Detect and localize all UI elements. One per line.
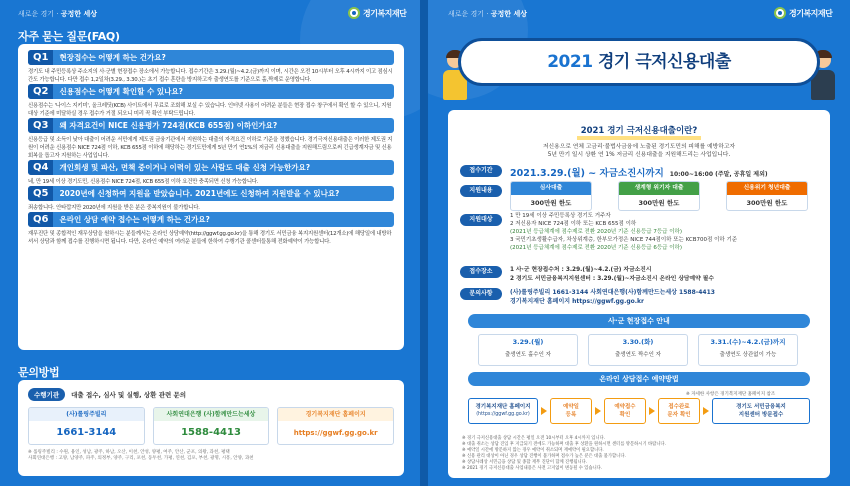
faq-question[interactable]: Q6 온라인 상담 예약 접수는 어떻게 하는 건가요? <box>28 212 394 227</box>
faq-panel <box>0 0 420 486</box>
faq-item <box>28 186 394 212</box>
slogan: 새로운 경기 · 공정한 세상 <box>448 10 527 18</box>
page-title: 2021 경기 극저신용대출 <box>547 52 731 72</box>
agency-pill: 수행기관 <box>28 388 65 401</box>
loan-info-panel <box>428 0 850 486</box>
visit-day-card: 3.29.(월) 출생연도 홀수인 자 <box>478 334 578 366</box>
faq-item <box>28 84 394 118</box>
faq-item <box>28 118 394 160</box>
arrow-icon <box>541 407 547 415</box>
faq-question[interactable]: Q2 신용점수는 어떻게 확인할 수 있나요? <box>28 84 394 99</box>
faq-answer: 경기도 내 주민등록상 주소지의 사·군별 현장접수 장소에서 가능합니다. 접수기간은 3.29.(월)~4.2.(금)까지 이며, 시간은 오전 10시부터 오후 4시까지 이고 점심시간도 가능합니다. 다만 접수 1,2일차(3.29., 3.30.)는 초기 접수 혼란을 방지하고자 출생연도를 기준으로 홀,짝제로 운영합니다. <box>28 69 393 83</box>
support-card: 신용위기 청년대출 300만원 한도 <box>726 181 808 211</box>
faq-answer: 신용등급 및 소득이 낮아 대출이 어려운 서민에게 제도권 금융기관에서 지원하는 대출의 자격요건 이하로 기준을 정했습니다. 경기극저신용대출은 이러한 제도권 지원이 어려운 신용점수 NICE 724점 이하, KCB 655점 이하에 해당하는 경기도민에게 5년 만기 연1%의 저금리 신용대출을 지원해드림으로써 긴급생계자금 및 신용회복을 돕고자 지원하는 사업입니다. <box>28 137 393 159</box>
visit-section-title: 사·군 현장접수 안내 <box>468 314 810 328</box>
support-card: 생계형 위기자 대출 300만원 한도 <box>618 181 700 211</box>
support-card: 심사대출 300만원 한도 <box>510 181 592 211</box>
arrow-icon <box>703 407 709 415</box>
foundation-logo: 경기복지재단 <box>774 7 832 19</box>
faq-question[interactable]: Q4 개인회생 및 파산, 면책 중이거나 이력이 있는 사람도 대출 신청 가능한가요? <box>28 160 394 175</box>
panel-divider <box>420 0 428 486</box>
flow-step-confirm: 예약접수 확인 <box>604 398 646 424</box>
visit-day-card: 3.31.(수)~4.2.(금)까지 출생연도 상관없이 가능 <box>698 334 798 366</box>
faq-question[interactable]: Q1 현장접수는 어떻게 하는 건가요? <box>28 50 394 65</box>
faq-item <box>28 50 394 84</box>
label-target: 지원대상 <box>460 214 502 226</box>
contact-card-social-bank[interactable]: 사회연대은행 (사)함께만드는세상 1588-4413 <box>153 407 270 445</box>
online-note: ※ 자세한 사항은 경기복지재단 홈페이지 참조 <box>686 392 776 397</box>
contact-card-rolling[interactable]: (사)롤링주빌리 1661-3144 <box>28 407 145 445</box>
label-period: 접수기간 <box>460 165 502 177</box>
faq-answer: 죄송합니다. 안타깝지만 2020년에 지원을 받은 분은 중복지원이 불가합니다. <box>28 205 200 211</box>
online-section-title: 온라인 상담접수 예약방법 <box>468 372 810 386</box>
slogan: 새로운 경기 · 공정한 세상 <box>18 10 97 18</box>
flow-step-homepage[interactable]: 경기복지재단 홈페이지 (https://ggwf.gg.go.kr) <box>468 398 538 424</box>
visit-day-card: 3.30.(화) 출생연도 짝수인 자 <box>588 334 688 366</box>
label-inquiry: 문의사항 <box>460 288 502 300</box>
title-banner <box>458 38 820 86</box>
intro: 2021 경기 극저신용대출이란? 저신용으로 연체 고금리·불법사금융에 노출된 경기도민의 피해를 예방하고자 5년 만기 일시 상환 연 1% 저금리 신용대출을 지원해드리는 사업입니다. <box>542 126 736 158</box>
contact-desc: 대출 접수, 심사 및 실행, 상환 관련 문의 <box>71 391 187 399</box>
logo-icon <box>774 7 786 19</box>
label-place: 접수장소 <box>460 266 502 278</box>
contact-card-homepage[interactable]: 경기복지재단 홈페이지 https://ggwf.gg.go.kr <box>277 407 394 445</box>
faq-question[interactable]: Q5 2020년에 신청하여 지원을 받았습니다. 2021년에도 신청하여 지원받을 수 있나요? <box>28 186 394 201</box>
contact-box <box>18 380 404 476</box>
faq-answer: 재무진단 및 종합적인 재무상담을 원하시는 분들께서는 온라인 상담예약(http://ggwf.gg.go.kr)을 통해 경기도 서민금융 복지지원센터(12개소)에 해당일에 내방하셔서 상담과 함께 접수를 진행하시면 됩니다. 다만, 온라인 예약의 여러운 분들에 한하여 수행기관 콜센터들통해 전화예약이 가능합니다. <box>28 231 392 245</box>
faq-answer: 신용점수는 '나이스 지키미', 올크레딧(KCB) 사이트에서 무료로 조회해 보실 수 있습니다. 인터넷 사용이 어려운 분들은 현장 접수 창구에서 확인 할 수 있으니, 지원대상 기준에 미달하실 경우 접수가 거절 되오니 미리 꼭 확인 부탁드립니다. <box>28 103 392 117</box>
label-support: 지원내용 <box>460 185 502 197</box>
arrow-icon <box>649 407 655 415</box>
flow-step-complete: 접수완료 문자 확인 <box>658 398 700 424</box>
faq-item <box>28 160 394 186</box>
footnotes: ※ 경기 극저신용대출 상담 시간은 평일 오전 10시부터 오후 4시까지 입니다. ※ 대출 취소는 상담 진입 후 지급되기 전에도 가능하며 대출 후 상환을 원하시면 센터를 방문하시기 바랍니다. ※ 예약일 시간에 방문하지 않는 경우 예약이 취소되며 재예약이 필요합니다. ※ 신용 관리 대상이 아닌 경우 상담 진행이 불가하며 점수가 높은 분은 대출 불가합니다. ※ 상담사례상 서민금융 상담 및 종합 재무 진단이 함께 진행됩니다. ※ 2021 경기 극저신용대출 사업내용은 사전 고지없이 변동될 수 있습니다. <box>462 436 666 471</box>
foundation-logo: 경기복지재단 <box>348 7 406 19</box>
faq-answer: 네, 만 19세 이상 경기도민, 신용점수 NICE 724점, KCB 655점 이하 요건만 충족되면 신청 가능합니다. <box>28 179 259 185</box>
place-list: 1 사·군 현장접수처 : 3.29.(월)~4.2.(금) 자금소진시 2 경기도 서민금융복지지원센터 : 3.29.(월)~자금소진시 온라인 상담예약 필수 <box>510 267 714 282</box>
eligibility-list: 1 만 19세 이상 주민등록상 경기도 거주자 2 저신용자 NICE 724점 이하 또는 KCB 655점 이하 (2021년 등급체계에 점수제로 전환 2020년 기준 신용등급 7등급 이하) 3 국민기초생활수급자, 차상위계층, 한부모가정은 NICE 744점이하 또는 KCB700점 이하 기준 (2021년 등급체계에 점수제로 전환 2020년 기준 신용등급 6등급 이하) <box>510 213 738 251</box>
contact-note: ※ 롤링주빌리 : 수원, 용인, 성남, 광주, 하남, 오산, 이천, 안성, 양평, 여주, 안산, 군포, 의왕, 과천, 평택 사회연대은행 : 고양, 남양주, 파주, 의정부, 양주, 구리, 포천, 동두천, 가평, 연천, 김포, 부천, 광명, 시흥, 안양, 과천 <box>28 450 254 461</box>
arrow-icon <box>595 407 601 415</box>
faq-list <box>18 44 404 350</box>
faq-title: 자주 묻는 질문(FAQ) <box>18 30 120 43</box>
period: 2021.3.29.(월) ~ 자금소진시까지 10:00~16:00 (주말, 공휴일 제외) <box>510 168 768 179</box>
logo-icon <box>348 7 360 19</box>
contact-title: 문의방법 <box>18 366 60 379</box>
faq-question[interactable]: Q3 왜 자격요건이 NICE 신용평가 724점(KCB 655점) 이하인가요? <box>28 118 394 133</box>
flow-step-register: 예약일 등록 <box>550 398 592 424</box>
flow-step-visit: 경기도 서민금융복지 지원센터 방문접수 <box>712 398 810 424</box>
inquiry-list: (사)롤링주빌리 1661-3144 사회연대은행(사)함께만드는세상 1588-4413 경기복지재단 홈페이지 https://ggwf.gg.go.kr <box>510 289 715 305</box>
faq-item <box>28 212 394 246</box>
